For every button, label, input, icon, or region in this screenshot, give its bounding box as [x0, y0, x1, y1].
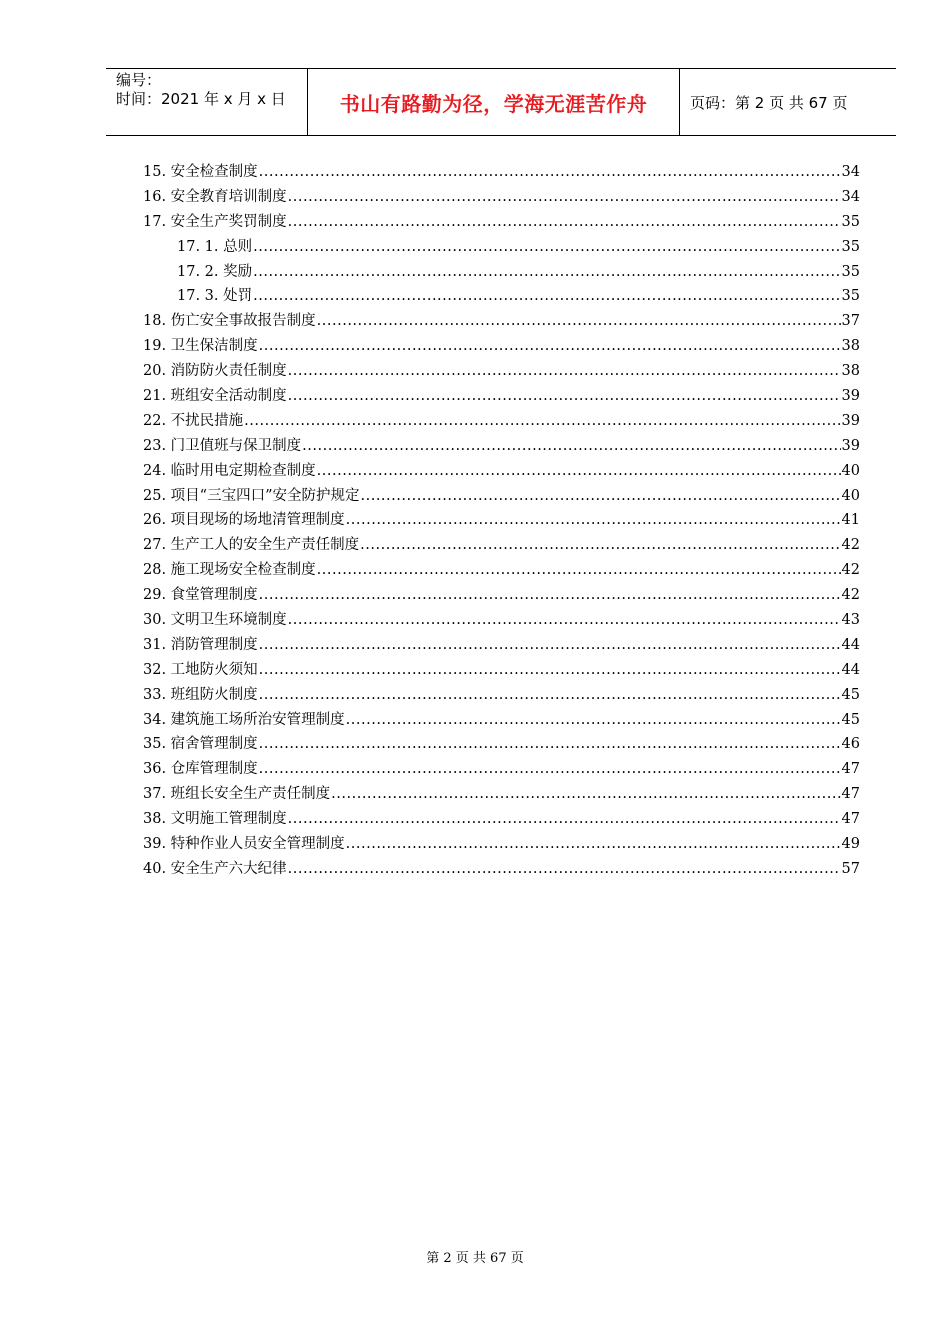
toc-entry[interactable]	[143, 309, 860, 334]
toc-entry-title: 18. 伤亡安全事故报告制度	[143, 313, 316, 330]
toc-entry-title: 33. 班组防火制度	[143, 686, 258, 703]
toc-entry[interactable]	[143, 782, 860, 807]
toc-entry[interactable]	[143, 558, 860, 583]
toc-entry-title: 29. 食堂管理制度	[143, 587, 258, 604]
toc-entry-page: 57	[841, 860, 860, 877]
toc-entry-page: 39	[841, 412, 860, 429]
toc-entry[interactable]	[143, 359, 860, 384]
header-page-info: 页码：第 2 页 共 67 页	[690, 93, 848, 112]
toc-entry[interactable]	[143, 384, 860, 409]
toc-dot-leader	[288, 612, 841, 628]
toc-entry-title: 36. 仓库管理制度	[143, 761, 258, 778]
toc-dot-leader	[317, 313, 841, 329]
toc-entry[interactable]	[143, 708, 860, 733]
toc-entry-title: 30. 文明卫生环境制度	[143, 612, 287, 629]
toc-entry-title: 28. 施工现场安全检查制度	[143, 562, 316, 579]
toc-entry[interactable]	[143, 434, 860, 459]
toc-entry-page: 42	[841, 587, 860, 604]
toc-entry[interactable]	[143, 210, 860, 235]
toc-entry[interactable]	[143, 533, 860, 558]
toc-entry-page: 42	[841, 537, 860, 554]
toc-entry-title: 24. 临时用电定期检查制度	[143, 462, 316, 479]
toc-entry-page: 41	[841, 512, 860, 529]
toc-dot-leader	[317, 562, 841, 578]
toc-dot-leader	[259, 338, 841, 354]
toc-entry-page: 47	[841, 786, 860, 803]
toc-entry[interactable]	[143, 732, 860, 757]
toc-entry[interactable]	[143, 857, 860, 882]
toc-entry-title: 22. 不扰民措施	[143, 412, 244, 429]
toc-entry-page: 39	[841, 437, 860, 454]
toc-entry-title: 26. 项目现场的场地清管理制度	[143, 512, 345, 529]
toc-dot-leader	[253, 239, 840, 255]
toc-entry-page: 40	[841, 462, 860, 479]
toc-entry-title: 27. 生产工人的安全生产责任制度	[143, 537, 360, 554]
toc-entry-title: 39. 特种作业人员安全管理制度	[143, 836, 345, 853]
toc-dot-leader	[259, 761, 841, 777]
page-footer: 第 2 页 共 67 页	[426, 1251, 524, 1266]
toc-entry-page: 35	[841, 213, 860, 230]
toc-entry-title: 32. 工地防火须知	[143, 661, 258, 678]
toc-dot-leader	[259, 662, 841, 678]
toc-dot-leader	[331, 786, 840, 802]
toc-dot-leader	[317, 463, 841, 479]
table-of-contents	[143, 160, 860, 882]
toc-dot-leader	[259, 687, 841, 703]
page-header	[106, 68, 896, 136]
toc-dot-leader	[288, 189, 841, 205]
toc-entry-page: 44	[841, 661, 860, 678]
toc-entry[interactable]	[143, 409, 860, 434]
header-motto: 书山有路勤为径，学海无涯苦作舟	[308, 69, 680, 135]
toc-entry-title: 19. 卫生保洁制度	[143, 338, 258, 355]
toc-dot-leader	[244, 413, 840, 429]
toc-entry-title: 25. 项目“三宝四口”安全防护规定	[143, 487, 360, 504]
toc-entry-page: 46	[841, 736, 860, 753]
toc-entry-title: 16. 安全教育培训制度	[143, 188, 287, 205]
document-code-label: 编号：	[116, 71, 162, 89]
toc-dot-leader	[288, 861, 841, 877]
toc-entry-title: 17. 2. 奖励	[177, 263, 253, 280]
toc-entry-title: 35. 宿舍管理制度	[143, 736, 258, 753]
toc-entry-title: 31. 消防管理制度	[143, 636, 258, 653]
toc-entry-title: 23. 门卫值班与保卫制度	[143, 437, 302, 454]
toc-dot-leader	[346, 836, 841, 852]
toc-dot-leader	[288, 363, 841, 379]
toc-entry-page: 45	[841, 711, 860, 728]
toc-dot-leader	[288, 811, 841, 827]
toc-entry[interactable]	[143, 658, 860, 683]
toc-entry-page: 43	[841, 612, 860, 629]
toc-entry-page: 45	[841, 686, 860, 703]
toc-entry-title: 34. 建筑施工场所治安管理制度	[143, 711, 345, 728]
toc-entry-title: 17. 3. 处罚	[177, 288, 253, 305]
toc-entry[interactable]	[143, 608, 860, 633]
toc-entry-title: 17. 安全生产奖罚制度	[143, 213, 287, 230]
toc-entry-page: 38	[841, 338, 860, 355]
toc-dot-leader	[288, 214, 841, 230]
toc-dot-leader	[259, 164, 841, 180]
toc-entry[interactable]	[143, 633, 860, 658]
toc-entry[interactable]	[143, 160, 860, 185]
toc-entry[interactable]	[143, 484, 860, 509]
toc-dot-leader	[288, 388, 841, 404]
toc-entry-page: 44	[841, 636, 860, 653]
toc-entry-page: 39	[841, 388, 860, 405]
header-meta	[106, 69, 308, 135]
toc-dot-leader	[259, 637, 841, 653]
toc-entry[interactable]	[143, 508, 860, 533]
toc-dot-leader	[259, 736, 841, 752]
toc-entry-title: 21. 班组安全活动制度	[143, 388, 287, 405]
toc-dot-leader	[253, 288, 840, 304]
toc-entry-page: 49	[841, 836, 860, 853]
toc-entry-title: 37. 班组长安全生产责任制度	[143, 786, 331, 803]
toc-dot-leader	[360, 537, 840, 553]
toc-entry-page: 38	[841, 363, 860, 380]
toc-entry-page: 47	[841, 761, 860, 778]
toc-dot-leader	[253, 264, 840, 280]
toc-entry[interactable]	[143, 459, 860, 484]
toc-entry-page: 34	[841, 188, 860, 205]
toc-entry[interactable]	[143, 334, 860, 359]
toc-entry-page: 35	[841, 263, 860, 280]
toc-entry[interactable]	[143, 260, 860, 285]
toc-entry[interactable]	[143, 757, 860, 782]
toc-entry[interactable]	[143, 284, 860, 309]
toc-entry-title: 40. 安全生产六大纪律	[143, 860, 287, 877]
toc-entry-page: 37	[841, 313, 860, 330]
toc-entry-title: 15. 安全检查制度	[143, 164, 258, 180]
toc-entry[interactable]	[143, 583, 860, 608]
toc-entry-title: 20. 消防防火责任制度	[143, 363, 287, 380]
toc-entry-page: 35	[841, 238, 860, 255]
toc-dot-leader	[302, 438, 840, 454]
toc-entry[interactable]	[143, 683, 860, 708]
toc-entry-page: 35	[841, 288, 860, 305]
toc-entry[interactable]	[143, 832, 860, 857]
toc-entry-page: 42	[841, 562, 860, 579]
toc-entry[interactable]	[143, 235, 860, 260]
toc-dot-leader	[361, 488, 841, 504]
toc-entry-title: 38. 文明施工管理制度	[143, 811, 287, 828]
toc-dot-leader	[346, 712, 841, 728]
toc-entry-page: 34	[841, 164, 860, 180]
document-date: 时间：2021 年 x 月 x 日	[116, 90, 286, 108]
toc-dot-leader	[259, 587, 841, 603]
toc-entry-title: 17. 1. 总则	[177, 238, 253, 255]
toc-entry[interactable]	[143, 185, 860, 210]
toc-entry[interactable]	[143, 807, 860, 832]
toc-entry-page: 47	[841, 811, 860, 828]
toc-entry-page: 40	[841, 487, 860, 504]
toc-dot-leader	[346, 512, 841, 528]
